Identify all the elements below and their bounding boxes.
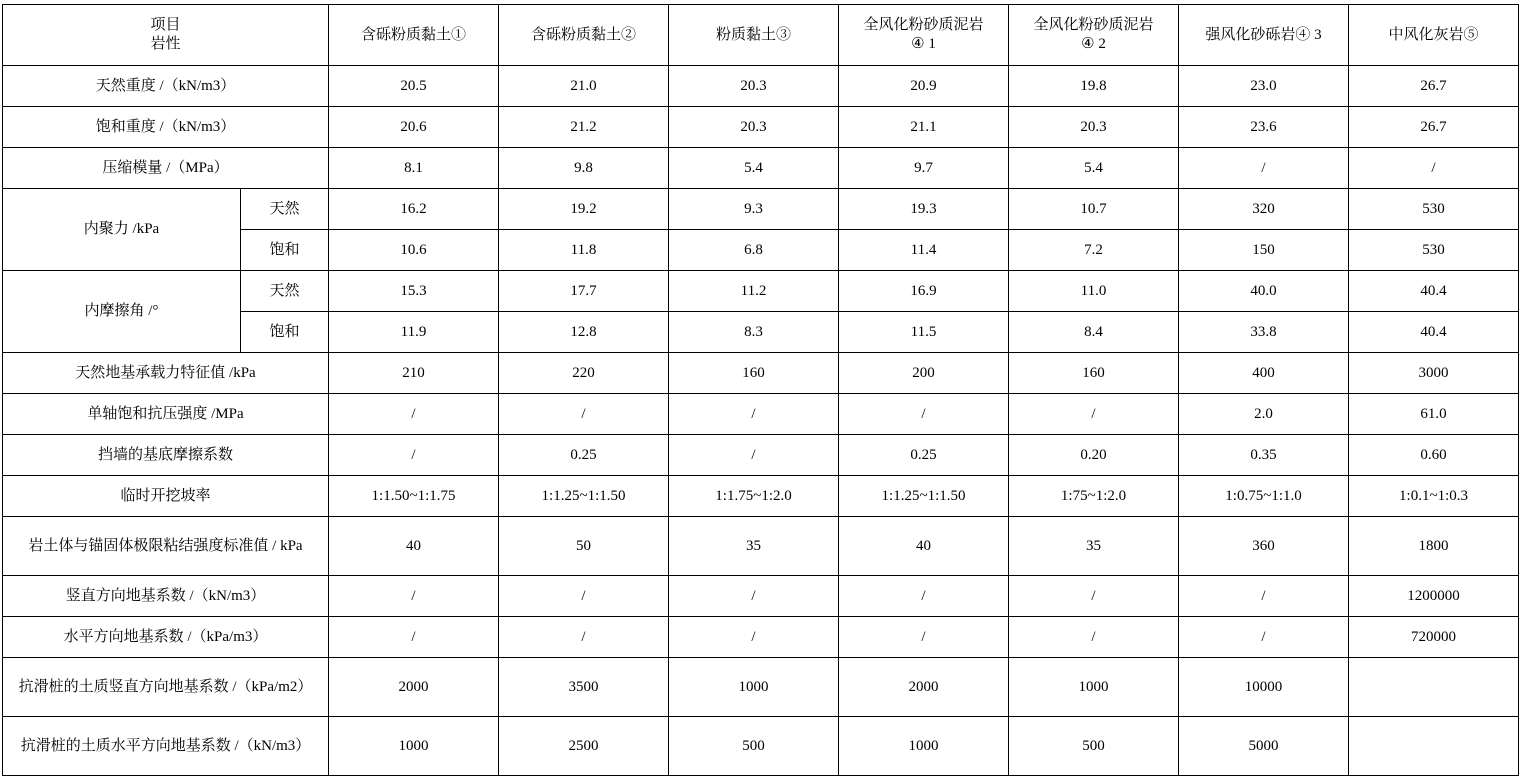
table-cell: /	[1179, 576, 1349, 617]
column-header-7-line1: 中风化灰岩⑤	[1388, 26, 1479, 43]
table-cell: 360	[1179, 517, 1349, 576]
table-cell: /	[329, 435, 499, 476]
table-cell: /	[499, 394, 669, 435]
table-cell: 20.3	[669, 107, 839, 148]
table-cell: 11.8	[499, 230, 669, 271]
table-cell: 400	[1179, 353, 1349, 394]
table-cell: 1000	[839, 717, 1009, 776]
table-cell: 1:1.25~1:1.50	[499, 476, 669, 517]
row-sublabel: 饱和	[241, 230, 329, 271]
table-cell	[1349, 717, 1519, 776]
table-cell: 26.7	[1349, 107, 1519, 148]
table-cell: 720000	[1349, 617, 1519, 658]
table-cell: 9.3	[669, 189, 839, 230]
table-cell: 1:1.75~1:2.0	[669, 476, 839, 517]
header-corner-line2: 岩性	[150, 36, 181, 52]
table-cell: 26.7	[1349, 66, 1519, 107]
row-label: 天然地基承载力特征值 /kPa	[3, 353, 329, 394]
table-cell: 500	[669, 717, 839, 776]
table-cell: 50	[499, 517, 669, 576]
table-cell: /	[669, 435, 839, 476]
column-header-4	[839, 5, 1009, 66]
table-cell: 33.8	[1179, 312, 1349, 353]
table-cell: 530	[1349, 189, 1519, 230]
row-sublabel: 天然	[241, 271, 329, 312]
table-cell: /	[1179, 617, 1349, 658]
row-label: 饱和重度 /（kN/m3）	[3, 107, 329, 148]
row-label: 抗滑桩的土质水平方向地基系数 /（kN/m3）	[3, 717, 329, 776]
table-cell: 19.2	[499, 189, 669, 230]
column-header-5-line1: 全风化粉砂质泥岩	[1033, 17, 1154, 34]
table-cell: 11.9	[329, 312, 499, 353]
table-cell: 7.2	[1009, 230, 1179, 271]
table-cell: 0.25	[839, 435, 1009, 476]
table-cell: 35	[669, 517, 839, 576]
table-cell: 2.0	[1179, 394, 1349, 435]
table-cell: 3000	[1349, 353, 1519, 394]
column-header-6-line1: 强风化砂砾岩④ 3	[1205, 26, 1322, 43]
table-cell: 20.3	[1009, 107, 1179, 148]
column-header-1-line1: 含砾粉质黏土①	[361, 26, 467, 43]
row-label: 竖直方向地基系数 /（kN/m3）	[3, 576, 329, 617]
table-cell: 1:1.50~1:1.75	[329, 476, 499, 517]
table-row	[3, 353, 1519, 394]
table-cell: 12.8	[499, 312, 669, 353]
table-cell: 9.7	[839, 148, 1009, 189]
table-cell: /	[1009, 617, 1179, 658]
table-cell: 0.60	[1349, 435, 1519, 476]
table-cell: /	[839, 394, 1009, 435]
table-cell: /	[669, 394, 839, 435]
table-cell: /	[1009, 394, 1179, 435]
table-cell: 40.4	[1349, 271, 1519, 312]
row-sublabel: 天然	[241, 189, 329, 230]
table-cell: 11.4	[839, 230, 1009, 271]
table-cell: 19.3	[839, 189, 1009, 230]
table-cell: 10.7	[1009, 189, 1179, 230]
table-cell: 40.0	[1179, 271, 1349, 312]
table-cell: 16.2	[329, 189, 499, 230]
table-cell: 1000	[669, 658, 839, 717]
table-cell: 21.1	[839, 107, 1009, 148]
table-cell: /	[329, 576, 499, 617]
table-cell: /	[499, 576, 669, 617]
table-cell: 5000	[1179, 717, 1349, 776]
table-cell: 20.6	[329, 107, 499, 148]
table-row	[3, 517, 1519, 576]
row-label-group-cohesion: 内聚力 /kPa	[3, 189, 241, 271]
table-cell: 23.6	[1179, 107, 1349, 148]
row-sublabel: 饱和	[241, 312, 329, 353]
table-cell: 8.1	[329, 148, 499, 189]
table-cell: 0.20	[1009, 435, 1179, 476]
column-header-4-line1: 全风化粉砂质泥岩	[863, 17, 984, 34]
table-cell: 8.3	[669, 312, 839, 353]
table-row	[3, 271, 1519, 312]
table-row	[3, 476, 1519, 517]
table-cell: 35	[1009, 517, 1179, 576]
table-cell: /	[1009, 576, 1179, 617]
table-row	[3, 189, 1519, 230]
table-cell: 1000	[1009, 658, 1179, 717]
table-cell: 220	[499, 353, 669, 394]
table-cell: 320	[1179, 189, 1349, 230]
row-label: 单轴饱和抗压强度 /MPa	[3, 394, 329, 435]
table-cell: 16.9	[839, 271, 1009, 312]
table-cell: 10000	[1179, 658, 1349, 717]
table-cell: /	[669, 576, 839, 617]
table-cell: 11.5	[839, 312, 1009, 353]
table-cell: 5.4	[1009, 148, 1179, 189]
table-cell: 17.7	[499, 271, 669, 312]
table-cell: 15.3	[329, 271, 499, 312]
table-cell: 19.8	[1009, 66, 1179, 107]
table-cell: 20.9	[839, 66, 1009, 107]
column-header-2-line1: 含砾粉质黏土②	[531, 26, 637, 43]
table-row	[3, 658, 1519, 717]
column-header-7	[1349, 5, 1519, 66]
table-cell: 21.2	[499, 107, 669, 148]
table-row	[3, 66, 1519, 107]
row-label: 天然重度 /（kN/m3）	[3, 66, 329, 107]
table-cell: 9.8	[499, 148, 669, 189]
table-cell: /	[1179, 148, 1349, 189]
table-cell: 2500	[499, 717, 669, 776]
table-cell: 3500	[499, 658, 669, 717]
geotechnical-parameters-table	[2, 4, 1519, 776]
table-cell: 23.0	[1179, 66, 1349, 107]
column-header-1	[329, 5, 499, 66]
header-corner-cell	[3, 5, 329, 66]
table-cell: 21.0	[499, 66, 669, 107]
table-cell: 61.0	[1349, 394, 1519, 435]
table-cell: 1800	[1349, 517, 1519, 576]
column-header-6	[1179, 5, 1349, 66]
table-cell: 1:0.75~1:1.0	[1179, 476, 1349, 517]
table-cell: 150	[1179, 230, 1349, 271]
table-cell: 40	[329, 517, 499, 576]
row-label: 压缩模量 /（MPa）	[3, 148, 329, 189]
table-cell: 0.25	[499, 435, 669, 476]
column-header-4-line2: ④ 1	[911, 36, 936, 52]
table-cell: 200	[839, 353, 1009, 394]
table-cell: /	[839, 576, 1009, 617]
table-row	[3, 617, 1519, 658]
table-cell: 530	[1349, 230, 1519, 271]
table-cell: /	[839, 617, 1009, 658]
table-cell: /	[499, 617, 669, 658]
table-cell: 160	[1009, 353, 1179, 394]
table-cell: 1200000	[1349, 576, 1519, 617]
column-header-2	[499, 5, 669, 66]
table-cell: 20.5	[329, 66, 499, 107]
column-header-3	[669, 5, 839, 66]
table-header-row	[3, 5, 1519, 66]
table-cell: 0.35	[1179, 435, 1349, 476]
table-cell: 5.4	[669, 148, 839, 189]
header-corner-line1: 项目	[150, 17, 181, 34]
table-cell: 1:75~1:2.0	[1009, 476, 1179, 517]
table-cell: 1:1.25~1:1.50	[839, 476, 1009, 517]
table-cell: 11.2	[669, 271, 839, 312]
table-row	[3, 148, 1519, 189]
table-cell: 210	[329, 353, 499, 394]
table-cell: 2000	[839, 658, 1009, 717]
table-cell: /	[1349, 148, 1519, 189]
table-row	[3, 107, 1519, 148]
table-cell	[1349, 658, 1519, 717]
row-label: 抗滑桩的土质竖直方向地基系数 /（kPa/m2）	[3, 658, 329, 717]
table-cell: 10.6	[329, 230, 499, 271]
table-cell: 6.8	[669, 230, 839, 271]
row-label: 水平方向地基系数 /（kPa/m3）	[3, 617, 329, 658]
table-row	[3, 576, 1519, 617]
table-row	[3, 394, 1519, 435]
table-cell: 40.4	[1349, 312, 1519, 353]
table-cell: 40	[839, 517, 1009, 576]
column-header-3-line1: 粉质黏土③	[716, 26, 792, 43]
table-cell: 500	[1009, 717, 1179, 776]
table-cell: 1:0.1~1:0.3	[1349, 476, 1519, 517]
row-label-group-friction-angle: 内摩擦角 /°	[3, 271, 241, 353]
table-row	[3, 717, 1519, 776]
table-cell: 1000	[329, 717, 499, 776]
table-cell: /	[329, 617, 499, 658]
column-header-5	[1009, 5, 1179, 66]
row-label: 挡墙的基底摩擦系数	[3, 435, 329, 476]
table-cell: /	[669, 617, 839, 658]
row-label: 岩土体与锚固体极限粘结强度标准值 / kPa	[3, 517, 329, 576]
row-label: 临时开挖坡率	[3, 476, 329, 517]
table-cell: 160	[669, 353, 839, 394]
column-header-5-line2: ④ 2	[1081, 36, 1106, 52]
table-cell: 11.0	[1009, 271, 1179, 312]
table-cell: 2000	[329, 658, 499, 717]
table-row	[3, 435, 1519, 476]
table-cell: 20.3	[669, 66, 839, 107]
table-cell: 8.4	[1009, 312, 1179, 353]
table-cell: /	[329, 394, 499, 435]
